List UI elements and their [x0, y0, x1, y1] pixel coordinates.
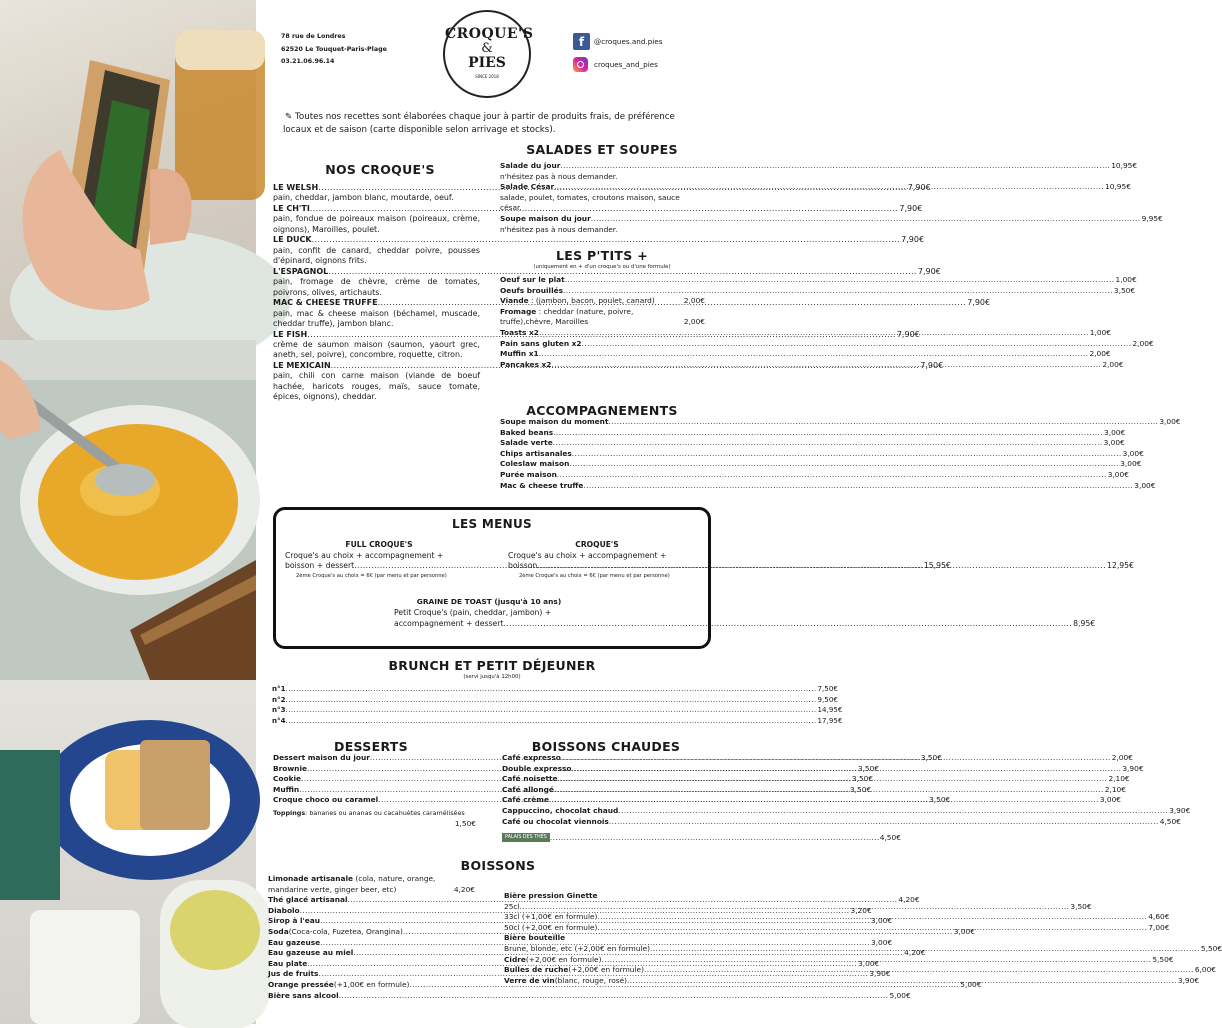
- item-price: 3,00€: [1099, 795, 1121, 805]
- logo: [443, 10, 534, 98]
- item-price: 2,10€: [1104, 784, 1126, 794]
- item-price: 3,00€: [1134, 480, 1156, 490]
- item-price: 9,95€: [1141, 213, 1163, 223]
- item-price: 3,00€: [1104, 427, 1126, 437]
- item-price: 1,00€: [1115, 275, 1137, 284]
- item-name: Café ou chocolat viennois: [502, 816, 609, 826]
- item-price: 5,00€: [960, 979, 982, 989]
- item-price: 3,20€: [850, 905, 872, 915]
- item-extra: 33cl (+1,00€ en formule): [504, 912, 598, 922]
- item-name: n°3: [272, 705, 286, 715]
- item-price: 17,95€: [817, 715, 843, 725]
- item-price: 3,00€: [871, 937, 893, 947]
- intro-text: ✎ Toutes nos recettes sont élaborées chaque jour à partir de produits frais, de préférence locaux et de saison (carte disponible selon arrivage et stocks).: [283, 112, 675, 135]
- item-price: 2,00€: [683, 296, 705, 306]
- menu-item-row: [272, 684, 838, 695]
- sandwich-illustration: [0, 0, 256, 340]
- item-extra: (+2,00€ en formule): [525, 954, 602, 964]
- menu-item-row: [500, 448, 1144, 460]
- menu-item-row: [500, 275, 1137, 286]
- item-name: Verre de vin: [504, 975, 555, 985]
- item-name: Salade César: [500, 182, 555, 192]
- item-extra: (blanc, rouge, rosé): [554, 975, 628, 985]
- item-name: Jus de fruits: [268, 969, 319, 979]
- item-price: 7,00€: [1148, 922, 1170, 932]
- menu-full-price: 15,95€: [923, 561, 951, 571]
- menu-item-row: [500, 469, 1129, 481]
- brunch-list: [272, 684, 843, 726]
- item-extra: : (jambon, bacon, poulet, canard): [528, 296, 655, 306]
- item-extra: (+2,00€ en formule): [568, 965, 644, 975]
- logo-amp: &: [481, 41, 493, 56]
- item-name: LE DUCK: [273, 235, 312, 245]
- item-name: Muffin x1: [500, 349, 539, 359]
- tea-row: PALAIS DES THÉS ........................................................................................................................ 4,50€: [502, 833, 707, 842]
- item-name: Café crème: [502, 795, 549, 805]
- item-name: LE WELSH: [273, 183, 319, 192]
- item-name: n°1: [272, 684, 286, 693]
- item-extra: (cola, nature, orange, mandarine verte, ginger beer, etc): [268, 874, 436, 894]
- menus-box: [273, 507, 1134, 649]
- item-price: 9,50€: [817, 694, 838, 704]
- menu-item-row: [500, 438, 1125, 449]
- item-name: Salade verte: [500, 438, 553, 448]
- item-name: Sirop à l'eau: [268, 916, 321, 926]
- item-name: Limonade artisanale: [268, 874, 354, 883]
- item-extra: Brune, blonde, etc (+2,00€ en formule): [504, 943, 651, 953]
- item-name: Orange pressée: [268, 979, 334, 989]
- item-description: salade, poulet, tomates, croutons maison, sauce césar.: [500, 192, 680, 213]
- item-extra: (+1,00€ en formule): [333, 979, 410, 989]
- brunch-note: (servi jusqu'à 12h00): [463, 674, 521, 680]
- logo-text-top: CROQUE'S: [445, 26, 534, 42]
- item-name: Salade du jour: [500, 161, 561, 170]
- item-price: 4,20€: [898, 895, 920, 905]
- item-name: LE MEXICAIN: [273, 360, 331, 370]
- item-description: pain, confit de canard, cheddar poivre, pousses d'épinard, oignons frits.: [273, 245, 480, 266]
- item-name: Viande: [500, 296, 529, 306]
- menu-croques-title: CROQUE'S: [575, 540, 619, 549]
- menu-item-row: [500, 427, 1126, 439]
- tea-badge: PALAIS DES THÉS: [502, 833, 550, 842]
- item-name: Brownie: [273, 763, 307, 773]
- item-name: Eau gazeuse au miel: [268, 948, 354, 958]
- section-title-desserts: DESSERTS: [334, 739, 408, 754]
- item-price: 3,00€: [1159, 417, 1181, 426]
- menu-item-row: [273, 203, 923, 214]
- item-name: Double expresso: [502, 763, 572, 773]
- item-name: Café noisette: [502, 774, 558, 784]
- item-name: Diabolo: [268, 905, 300, 915]
- item-price: 7,90€: [901, 235, 925, 245]
- item-name: Fromage: [500, 306, 537, 316]
- menu-item-row: [500, 417, 1181, 428]
- toppings: Toppings : bananes ou ananas ou cacahuètes caramélisées: [273, 809, 465, 817]
- item-price: 7,90€: [899, 203, 923, 213]
- item-price: 7,90€: [896, 329, 920, 339]
- item-price: 3,00€: [1120, 459, 1142, 469]
- item-name: Café allongé: [502, 784, 554, 794]
- facebook-handle: @croques.and.pies: [594, 37, 663, 46]
- section-title-croques: NOS CROQUE'S: [325, 162, 435, 177]
- biere-title: Bière pression Ginette: [504, 891, 598, 900]
- item-name: Pain sans gluten x2: [500, 338, 582, 348]
- item-extra: 50cl (+2,00€ en formule): [504, 922, 598, 932]
- menu-item-row: [500, 296, 705, 307]
- toppings-price: 1,50€: [454, 819, 476, 828]
- item-price: 3,90€: [1177, 975, 1200, 985]
- item-description: pain, fromage de chèvre, crème de tomates, poivrons, olives, artichauts.: [273, 277, 480, 297]
- menu-full-row: boisson + dessert ..... 15,95€: [285, 561, 485, 572]
- photo-column: [0, 0, 256, 1024]
- menu-item-row: [502, 805, 1191, 817]
- item-extra: 25cl: [504, 901, 520, 911]
- menu-item-row: [502, 816, 1181, 828]
- sandwich-photo: [0, 0, 256, 340]
- item-name: Coleslaw maison: [500, 459, 570, 469]
- address-city: 62520 Le Touquet-Paris-Plage: [281, 45, 387, 53]
- item-name: Café expresso: [502, 753, 561, 762]
- item-description: pain, cheddar, jambon blanc, moutarde, oeuf.: [273, 193, 454, 203]
- section-title-boissons: BOISSONS: [460, 858, 536, 873]
- menu-item-row: [272, 705, 843, 716]
- item-name: Chips artisanales: [500, 448, 572, 458]
- address-street: 78 rue de Londres: [281, 33, 346, 40]
- item-description: n'hésitez pas à nous demander.: [500, 224, 618, 234]
- section-title-salades: SALADES ET SOUPES: [526, 142, 678, 157]
- section-title-accomp: ACCOMPAGNEMENTS: [526, 403, 678, 418]
- item-name: Purée maison: [500, 469, 557, 479]
- item-price: 3,50€: [851, 774, 874, 784]
- item-name: Eau gazeuse: [268, 937, 321, 947]
- item-extra: (Coca-cola, Fuzetea, Orangina): [288, 926, 403, 936]
- menu-item-row: [268, 874, 475, 895]
- item-description: pain, chili con carne maison (viande de boeuf hachée, haricots rouges, maïs, sauce tomate, épices, oignons), cheddar.: [273, 371, 480, 402]
- section-title-menus: LES MENUS: [452, 517, 532, 531]
- item-name: LE FISH: [273, 329, 308, 339]
- item-description: pain, fondue de poireaux maison (poireaux, crème, oignons), Maroilles, poulet.: [273, 214, 480, 234]
- item-price: 5,00€: [889, 990, 911, 1000]
- menu-item-row: [500, 161, 1138, 172]
- menu-item-row: [500, 307, 705, 328]
- item-name: Mac & cheese truffe: [500, 480, 584, 490]
- item-name: Thé glacé artisanal: [268, 895, 348, 905]
- item-description: pain, mac & cheese maison (béchamel, muscade, cheddar truffe), jambon blanc.: [273, 308, 480, 329]
- item-name: n°4: [272, 715, 286, 725]
- item-price: 4,20€: [904, 948, 926, 958]
- item-price: 5,50€: [1200, 943, 1222, 953]
- item-price: 7,50€: [817, 684, 838, 693]
- tea-price: 4,50€: [879, 833, 901, 842]
- item-name: MAC & CHEESE TRUFFE: [273, 298, 378, 308]
- item-price: 2,00€: [1102, 359, 1124, 369]
- item-price: 1,00€: [1089, 327, 1111, 337]
- instagram-handle: croques_and_pies: [594, 60, 658, 69]
- logo-text-bottom: PIES: [468, 55, 506, 71]
- item-name: Muffin: [273, 784, 300, 794]
- item-name: Soupe maison du moment: [500, 417, 609, 426]
- item-price: 3,00€: [1122, 448, 1144, 458]
- logo-small: SINCE 2018: [475, 74, 499, 79]
- item-name: L'ESPAGNOL: [273, 266, 329, 276]
- info-icon: ✎: [285, 112, 296, 122]
- item-price: 3,90€: [869, 969, 891, 979]
- menu-full-desc1: Croque's au choix + accompagnement +: [285, 550, 444, 560]
- menu-full-note: 2ème Croque's au choix = 6€ (par menu et par personne): [296, 572, 447, 579]
- item-price: 7,90€: [907, 183, 931, 192]
- item-name: Bière sans alcool: [268, 990, 339, 1000]
- accomp-list: [500, 417, 1181, 491]
- item-extra: : cheddar (nature, poivre, truffe),chèvre, Maroilles: [500, 306, 634, 327]
- item-name: Bulles de ruche: [504, 965, 569, 975]
- facebook-link[interactable]: [573, 33, 662, 50]
- item-price: 2,00€: [1111, 753, 1133, 762]
- item-name: Cidre: [504, 954, 526, 964]
- dessert-illustration: [0, 680, 256, 1024]
- soup-illustration: [0, 340, 256, 680]
- section-title-brunch: BRUNCH ET PETIT DÉJEUNER: [388, 658, 596, 673]
- item-price: 3,00€: [870, 916, 893, 926]
- item-price: 6,00€: [1194, 965, 1216, 975]
- menu-item-row: [500, 338, 1154, 350]
- item-name: n°2: [272, 694, 286, 704]
- item-price: 5,50€: [1152, 954, 1174, 964]
- item-name: Soupe maison du jour: [500, 213, 591, 223]
- menu-item-row: [500, 480, 1156, 492]
- item-price: 4,60€: [1148, 912, 1170, 922]
- item-price: 3,50€: [1070, 901, 1092, 911]
- item-price: 2,00€: [1132, 338, 1154, 348]
- item-price: 3,50€: [920, 753, 942, 762]
- item-price: 2,10€: [1108, 774, 1130, 784]
- item-price: 7,90€: [967, 298, 991, 308]
- menu-item-row: [272, 694, 838, 706]
- item-name: Soda: [268, 926, 289, 936]
- menu-full-title: FULL CROQUE'S: [345, 540, 413, 549]
- item-name: Toasts x2: [500, 327, 539, 337]
- menu-item-row: [500, 213, 1163, 225]
- item-price: 4,50€: [1159, 816, 1181, 826]
- item-name: Baked beans: [500, 427, 554, 437]
- item-name: Cappuccino, chocolat chaud: [502, 805, 619, 815]
- item-description: n'hésitez pas à nous demander.: [500, 171, 618, 181]
- item-price: 3,00€: [953, 926, 975, 936]
- address-block: [281, 31, 431, 69]
- item-price: 3,00€: [858, 958, 880, 968]
- item-price: 2,00€: [1089, 349, 1111, 359]
- item-price: 3,00€: [1103, 438, 1125, 448]
- menu-item-row: [500, 349, 1111, 360]
- item-price: 2,00€: [683, 317, 705, 327]
- dessert-photo: [0, 680, 256, 1024]
- menu-item-row: [268, 990, 911, 1002]
- item-price: 4,20€: [453, 884, 475, 894]
- item-price: 3,90€: [1169, 805, 1191, 815]
- item-price: 3,90€: [1122, 763, 1144, 773]
- ptits-note: (uniquement en + d'un croque's ou d'une formule): [533, 264, 671, 270]
- item-name: Cookie: [273, 774, 302, 784]
- menu-croques-price: 12,95€: [1107, 561, 1134, 571]
- menu-croques-note: 2ème Croque's au choix = 6€ (par menu et par personne): [519, 572, 670, 579]
- item-price: 7,90€: [917, 266, 941, 276]
- address-phone: 03.21.06.96.14: [281, 58, 335, 65]
- soup-photo: [0, 340, 256, 680]
- menu-graine-row: accompagnement + dessert ..... 8,95€: [394, 619, 584, 630]
- item-name: LE CH'TI: [273, 203, 310, 213]
- instagram-link[interactable]: [573, 57, 658, 72]
- facebook-icon: f: [573, 33, 590, 50]
- item-price: 10,95€: [1105, 182, 1131, 192]
- section-title-ptits: LES P'TITS +: [556, 248, 648, 263]
- section-title-chaudes: BOISSONS CHAUDES: [531, 739, 681, 754]
- item-name: Oeufs brouillés: [500, 285, 564, 295]
- item-price: 3,50€: [857, 763, 880, 773]
- item-price: 3,50€: [1113, 285, 1136, 295]
- item-name: Oeuf sur le plat: [500, 275, 565, 284]
- menu-graine-title: GRAINE DE TOAST (jusqu'à 10 ans): [416, 597, 562, 606]
- menu-graine: [394, 597, 1096, 629]
- menu-item-row: [500, 459, 1142, 470]
- item-price: 7,90€: [920, 360, 944, 370]
- menu-item-row: [273, 235, 925, 245]
- item-price: 14,95€: [817, 705, 843, 715]
- item-name: Dessert maison du jour: [273, 753, 370, 762]
- menu-croques-row: boisson ..... 12,95€: [508, 561, 698, 572]
- menu-item-row: [500, 285, 1136, 297]
- item-price: 3,50€: [849, 784, 872, 794]
- item-description: crème de saumon maison (saumon, yaourt grec, aneth, sel, poivre), concombre, roquette, citron.: [273, 339, 480, 360]
- instagram-icon: [573, 57, 588, 72]
- item-name: Eau plate: [268, 958, 308, 968]
- menu-graine-desc1: Petit Croque's (pain, cheddar, jambon) +: [394, 607, 552, 617]
- item-name: Croque choco ou caramel: [273, 795, 379, 805]
- item-name: Pancakes x2: [500, 359, 552, 369]
- bouteille-title: Bière bouteille: [504, 933, 566, 943]
- item-price: 3,00€: [1107, 469, 1129, 479]
- menu-item-row: [272, 715, 843, 727]
- item-price: 10,95€: [1111, 161, 1138, 170]
- menu-graine-price: 8,95€: [1073, 618, 1096, 628]
- item-price: 3,50€: [929, 795, 951, 805]
- menu-croques-desc1: Croque's au choix + accompagnement +: [508, 550, 667, 560]
